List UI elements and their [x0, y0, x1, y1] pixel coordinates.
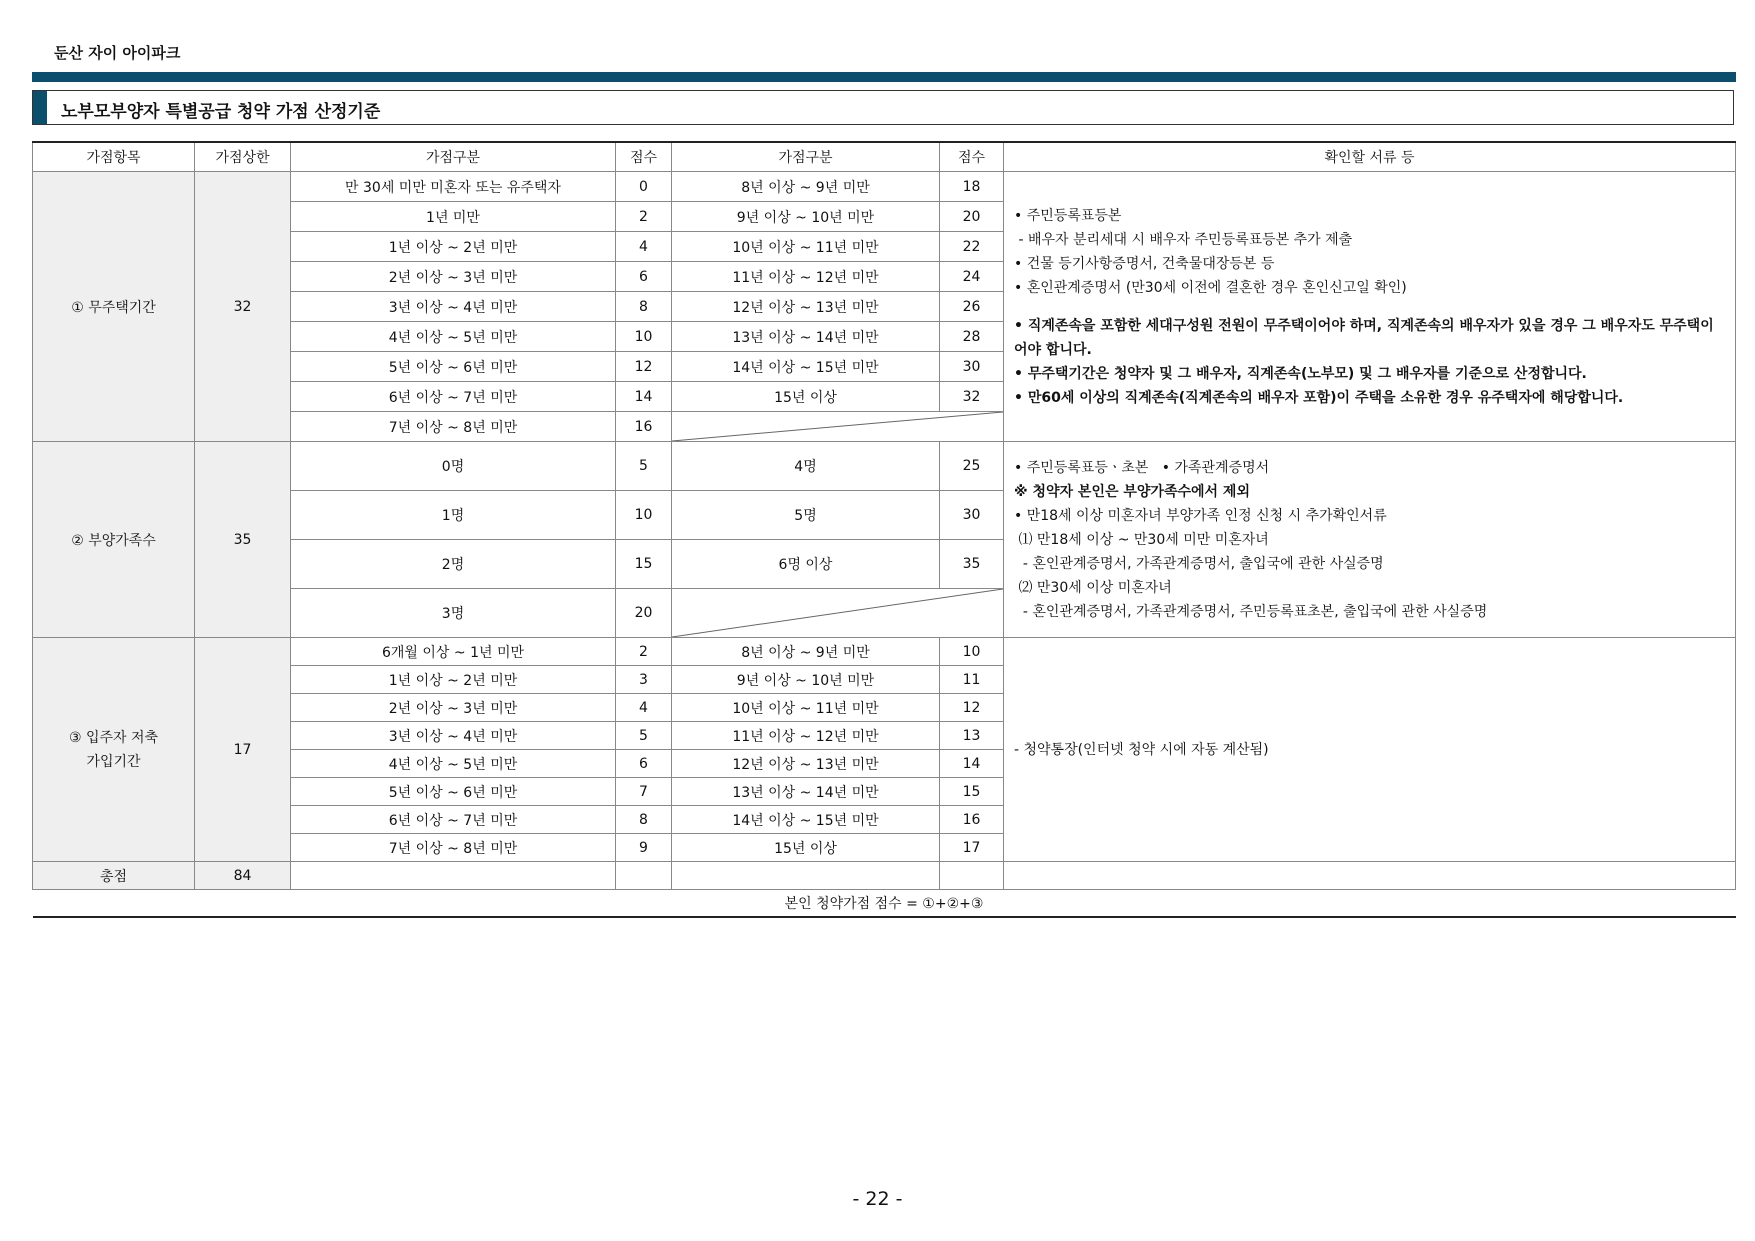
empty-cell [1004, 862, 1736, 890]
score-cell: 10 [940, 638, 1004, 666]
score-cell: 14 [940, 750, 1004, 778]
score-cell: 16 [940, 806, 1004, 834]
doc-line: - 배우자 분리세대 시 배우자 주민등록표등본 추가 제출 [1014, 231, 1353, 248]
header-max: 가점상한 [195, 142, 291, 172]
score-cell: 11 [940, 666, 1004, 694]
category-cell: 1년 미만 [291, 202, 616, 232]
category-cell: 6개월 이상 ~ 1년 미만 [291, 638, 616, 666]
score-cell: 15 [616, 540, 672, 589]
documents-cell [1004, 172, 1736, 442]
score-cell: 2 [616, 638, 672, 666]
formula-row [33, 890, 1736, 918]
category-cell: 8년 이상 ~ 9년 미만 [672, 638, 940, 666]
item-dependents: ② 부양가족수 [33, 442, 195, 638]
category-cell: 6명 이상 [672, 540, 940, 589]
empty-diagonal-cell [672, 412, 1004, 442]
category-cell: 3년 이상 ~ 4년 미만 [291, 722, 616, 750]
score-cell: 18 [940, 172, 1004, 202]
documents-cell [1004, 442, 1736, 638]
table-row [33, 172, 1736, 202]
category-cell: 3년 이상 ~ 4년 미만 [291, 292, 616, 322]
score-cell: 7 [616, 778, 672, 806]
category-cell: 15년 이상 [672, 382, 940, 412]
doc-note: • 만60세 이상의 직계존속(직계존속의 배우자 포함)이 주택을 소유한 경우 유주택자에 해당합니다. [1014, 389, 1624, 406]
doc-line: • 주민등록표등ㆍ초본 • 가족관계증명서 [1014, 459, 1270, 476]
category-cell: 3명 [291, 589, 616, 638]
empty-diagonal-cell [672, 589, 1004, 638]
category-cell: 4년 이상 ~ 5년 미만 [291, 750, 616, 778]
score-table [32, 141, 1736, 918]
category-cell: 8년 이상 ~ 9년 미만 [672, 172, 940, 202]
item-label-line: 가입기간 [86, 753, 141, 770]
item-label-line: ③ 입주자 저축 [68, 729, 159, 746]
doc-note: ※ 청약자 본인은 부양가족수에서 제외 [1014, 483, 1250, 500]
category-cell: 2년 이상 ~ 3년 미만 [291, 262, 616, 292]
doc-line: - 혼인관계증명서, 가족관계증명서, 출입국에 관한 사실증명 [1014, 555, 1384, 572]
score-cell: 6 [616, 262, 672, 292]
score-cell: 15 [940, 778, 1004, 806]
doc-line: - 혼인관계증명서, 가족관계증명서, 주민등록표초본, 출입국에 관한 사실증명 [1014, 603, 1488, 620]
category-cell: 2명 [291, 540, 616, 589]
empty-cell [291, 862, 616, 890]
document-title: 둔산 자이 아이파크 [54, 44, 181, 62]
score-cell: 24 [940, 262, 1004, 292]
documents-cell: - 청약통장(인터넷 청약 시에 자동 계산됨) [1004, 638, 1736, 862]
top-rule [32, 72, 1736, 82]
header-item: 가점항목 [33, 142, 195, 172]
category-cell: 9년 이상 ~ 10년 미만 [672, 666, 940, 694]
item-no-house-period: ① 무주택기간 [33, 172, 195, 442]
score-cell: 6 [616, 750, 672, 778]
header-documents: 확인할 서류 등 [1004, 142, 1736, 172]
max-score: 35 [195, 442, 291, 638]
score-cell: 4 [616, 694, 672, 722]
empty-cell [616, 862, 672, 890]
category-cell: 13년 이상 ~ 14년 미만 [672, 778, 940, 806]
score-cell: 28 [940, 322, 1004, 352]
score-cell: 14 [616, 382, 672, 412]
score-cell: 9 [616, 834, 672, 862]
section-marker [33, 91, 47, 124]
category-cell: 11년 이상 ~ 12년 미만 [672, 262, 940, 292]
category-cell: 13년 이상 ~ 14년 미만 [672, 322, 940, 352]
total-label: 총점 [33, 862, 195, 890]
score-cell: 17 [940, 834, 1004, 862]
score-cell: 5 [616, 722, 672, 750]
score-cell: 30 [940, 352, 1004, 382]
score-cell: 12 [616, 352, 672, 382]
doc-line: • 주민등록표등본 [1014, 207, 1122, 224]
doc-line: • 만18세 이상 미혼자녀 부양가족 인정 신청 시 추가확인서류 [1014, 507, 1387, 524]
header-score: 점수 [616, 142, 672, 172]
formula-text: 본인 청약가점 점수 = ①+②+③ [33, 890, 1736, 918]
max-score: 32 [195, 172, 291, 442]
category-cell: 4명 [672, 442, 940, 491]
score-cell: 16 [616, 412, 672, 442]
doc-note: • 무주택기간은 청약자 및 그 배우자, 직계존속(노부모) 및 그 배우자를 기준으로 산정합니다. [1014, 365, 1587, 382]
table-row [33, 442, 1736, 491]
score-cell: 2 [616, 202, 672, 232]
table-row [33, 638, 1736, 666]
category-cell: 9년 이상 ~ 10년 미만 [672, 202, 940, 232]
category-cell: 만 30세 미만 미혼자 또는 유주택자 [291, 172, 616, 202]
category-cell: 1년 이상 ~ 2년 미만 [291, 232, 616, 262]
score-cell: 5 [616, 442, 672, 491]
item-savings-period [33, 638, 195, 862]
category-cell: 1년 이상 ~ 2년 미만 [291, 666, 616, 694]
category-cell: 14년 이상 ~ 15년 미만 [672, 352, 940, 382]
category-cell: 14년 이상 ~ 15년 미만 [672, 806, 940, 834]
table-header-row [33, 142, 1736, 172]
score-cell: 25 [940, 442, 1004, 491]
total-row [33, 862, 1736, 890]
doc-line: • 건물 등기사항증명서, 건축물대장등본 등 [1014, 255, 1275, 272]
category-cell: 4년 이상 ~ 5년 미만 [291, 322, 616, 352]
score-cell: 4 [616, 232, 672, 262]
score-cell: 12 [940, 694, 1004, 722]
section-title: 노부모부양자 특별공급 청약 가점 산정기준 [61, 102, 381, 122]
header-category: 가점구분 [672, 142, 940, 172]
score-cell: 26 [940, 292, 1004, 322]
doc-line: ⑴ 만18세 이상 ~ 만30세 미만 미혼자녀 [1014, 531, 1269, 548]
header-score: 점수 [940, 142, 1004, 172]
page-number: - 22 - [852, 1188, 903, 1210]
score-cell: 30 [940, 491, 1004, 540]
empty-cell [672, 862, 940, 890]
doc-line: ⑵ 만30세 이상 미혼자녀 [1014, 579, 1172, 596]
score-cell: 20 [940, 202, 1004, 232]
category-cell: 15년 이상 [672, 834, 940, 862]
score-cell: 32 [940, 382, 1004, 412]
category-cell: 7년 이상 ~ 8년 미만 [291, 834, 616, 862]
score-cell: 13 [940, 722, 1004, 750]
score-cell: 10 [616, 322, 672, 352]
category-cell: 5명 [672, 491, 940, 540]
section-header [32, 90, 1734, 125]
category-cell: 0명 [291, 442, 616, 491]
score-cell: 35 [940, 540, 1004, 589]
header-category: 가점구분 [291, 142, 616, 172]
score-cell: 22 [940, 232, 1004, 262]
score-cell: 8 [616, 806, 672, 834]
score-cell: 10 [616, 491, 672, 540]
score-cell: 3 [616, 666, 672, 694]
category-cell: 10년 이상 ~ 11년 미만 [672, 694, 940, 722]
category-cell: 6년 이상 ~ 7년 미만 [291, 382, 616, 412]
category-cell: 11년 이상 ~ 12년 미만 [672, 722, 940, 750]
category-cell: 6년 이상 ~ 7년 미만 [291, 806, 616, 834]
doc-line: • 혼인관계증명서 (만30세 이전에 결혼한 경우 혼인신고일 확인) [1014, 279, 1407, 296]
empty-cell [940, 862, 1004, 890]
total-value: 84 [195, 862, 291, 890]
category-cell: 1명 [291, 491, 616, 540]
category-cell: 10년 이상 ~ 11년 미만 [672, 232, 940, 262]
score-cell: 20 [616, 589, 672, 638]
category-cell: 12년 이상 ~ 13년 미만 [672, 292, 940, 322]
score-cell: 0 [616, 172, 672, 202]
category-cell: 2년 이상 ~ 3년 미만 [291, 694, 616, 722]
doc-note: • 직계존속을 포함한 세대구성원 전원이 무주택이어야 하며, 직계존속의 배우자가 있을 경우 그 배우자도 무주택이어야 합니다. [1014, 317, 1714, 358]
score-cell: 8 [616, 292, 672, 322]
category-cell: 7년 이상 ~ 8년 미만 [291, 412, 616, 442]
category-cell: 12년 이상 ~ 13년 미만 [672, 750, 940, 778]
max-score: 17 [195, 638, 291, 862]
category-cell: 5년 이상 ~ 6년 미만 [291, 778, 616, 806]
category-cell: 5년 이상 ~ 6년 미만 [291, 352, 616, 382]
